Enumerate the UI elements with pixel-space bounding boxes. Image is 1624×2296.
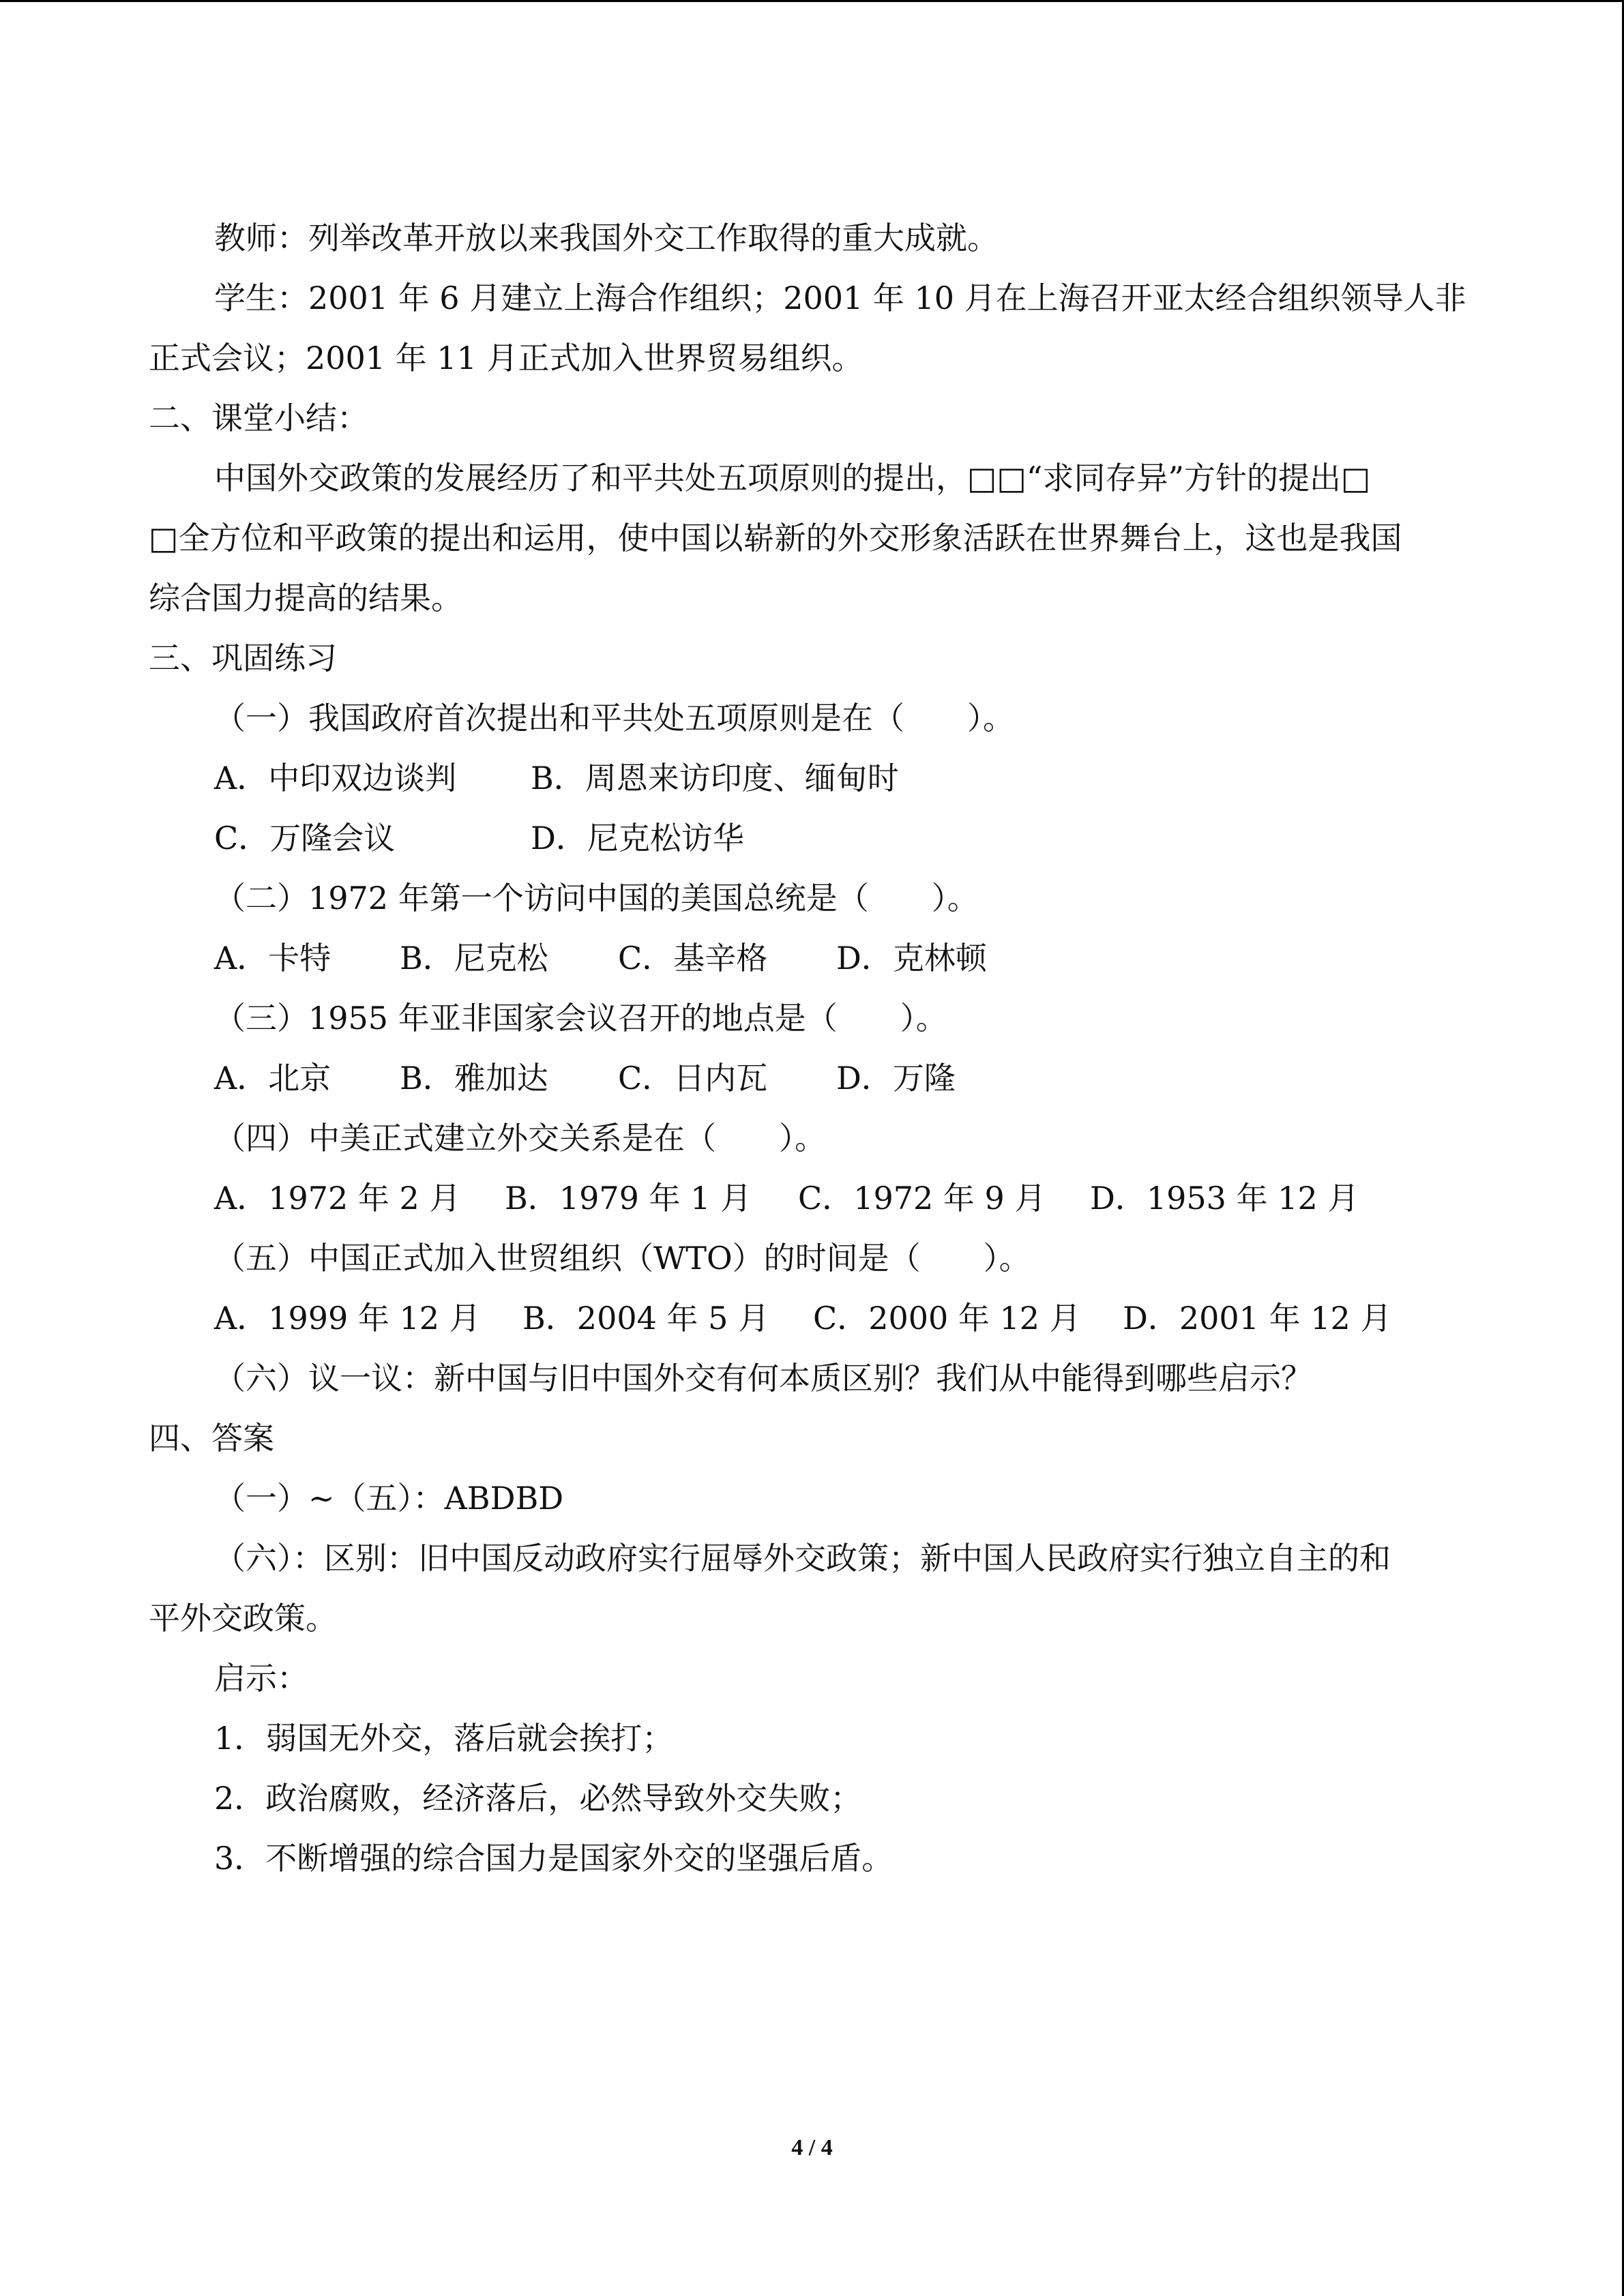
question-3: （三）1955 年亚非国家会议召开的地点是（ ）。 xyxy=(214,1000,947,1037)
q4-option-a: A．1972 年 2 月 xyxy=(214,1180,461,1217)
q3-option-d: D．万隆 xyxy=(836,1060,956,1097)
answer-6-line-2: 平外交政策。 xyxy=(149,1600,337,1637)
q2-option-c: C．基辛格 xyxy=(618,940,768,976)
q4-option-b: B．1979 年 1 月 xyxy=(505,1180,752,1217)
answer-6-line-1: （六）：区别：旧中国反动政府实行屈辱外交政策；新中国人民政府实行独立自主的和 xyxy=(214,1540,1391,1577)
q5-option-b: B．2004 年 5 月 xyxy=(522,1300,770,1337)
summary-line-3: 综合国力提高的结果。 xyxy=(149,580,462,616)
section-heading-answers: 四、答案 xyxy=(149,1420,274,1457)
q2-option-d: D．克林顿 xyxy=(836,940,987,976)
q1-option-b: B．周恩来访印度、缅甸时 xyxy=(531,760,899,796)
q4-option-c: C．1972 年 9 月 xyxy=(798,1180,1046,1217)
teacher-paragraph: 教师：列举改革开放以来我国外交工作取得的重大成就。 xyxy=(214,220,999,256)
insight-1: 1．弱国无外交，落后就会挨打； xyxy=(214,1720,674,1757)
q1-option-d: D．尼克松访华 xyxy=(531,820,744,856)
section-heading-exercises: 三、巩固练习 xyxy=(149,640,337,676)
insight-3: 3．不断增强的综合国力是国家外交的坚强后盾。 xyxy=(214,1840,894,1877)
q2-option-a: A．卡特 xyxy=(214,940,331,976)
q2-option-b: B．尼克松 xyxy=(400,940,548,976)
summary-line-2: □全方位和平政策的提出和运用，使中国以崭新的外交形象活跃在世界舞台上，这也是我国 xyxy=(149,520,1402,556)
q1-option-a: A．中印双边谈判 xyxy=(214,760,457,796)
q3-option-b: B．雅加达 xyxy=(400,1060,548,1097)
q3-option-a: A．北京 xyxy=(214,1060,331,1097)
student-paragraph-line-2: 正式会议；2001 年 11 月正式加入世界贸易组织。 xyxy=(149,340,863,376)
insight-2: 2．政治腐败，经济落后，必然导致外交失败； xyxy=(214,1780,862,1817)
answer-1-5: （一）~（五）：ABDBD xyxy=(214,1480,564,1517)
q5-option-d: D．2001 年 12 月 xyxy=(1123,1300,1392,1337)
question-5: （五）中国正式加入世贸组织（WTO）的时间是（ ）。 xyxy=(214,1240,1031,1277)
summary-line-1: 中国外交政策的发展经历了和平共处五项原则的提出，□□“求同存异”方针的提出□ xyxy=(214,460,1371,496)
insight-heading: 启示： xyxy=(214,1660,308,1697)
question-1: （一）我国政府首次提出和平共处五项原则是在（ ）。 xyxy=(214,700,1014,736)
q3-option-c: C．日内瓦 xyxy=(618,1060,768,1097)
page-number: 4 / 4 xyxy=(791,2135,833,2160)
question-4: （四）中美正式建立外交关系是在（ ）。 xyxy=(214,1120,826,1157)
question-2: （二）1972 年第一个访问中国的美国总统是（ ）。 xyxy=(214,880,979,916)
q4-option-d: D．1953 年 12 月 xyxy=(1090,1180,1359,1217)
q5-option-c: C．2000 年 12 月 xyxy=(813,1300,1081,1337)
question-6: （六）议一议：新中国与旧中国外交有何本质区别？我们从中能得到哪些启示？ xyxy=(214,1360,1312,1397)
student-paragraph-line-1: 学生：2001 年 6 月建立上海合作组织；2001 年 10 月在上海召开亚太经合组织领导人非 xyxy=(214,280,1466,316)
section-heading-summary: 二、课堂小结： xyxy=(149,400,368,436)
q1-option-c: C．万隆会议 xyxy=(214,820,396,856)
q5-option-a: A．1999 年 12 月 xyxy=(214,1300,481,1337)
